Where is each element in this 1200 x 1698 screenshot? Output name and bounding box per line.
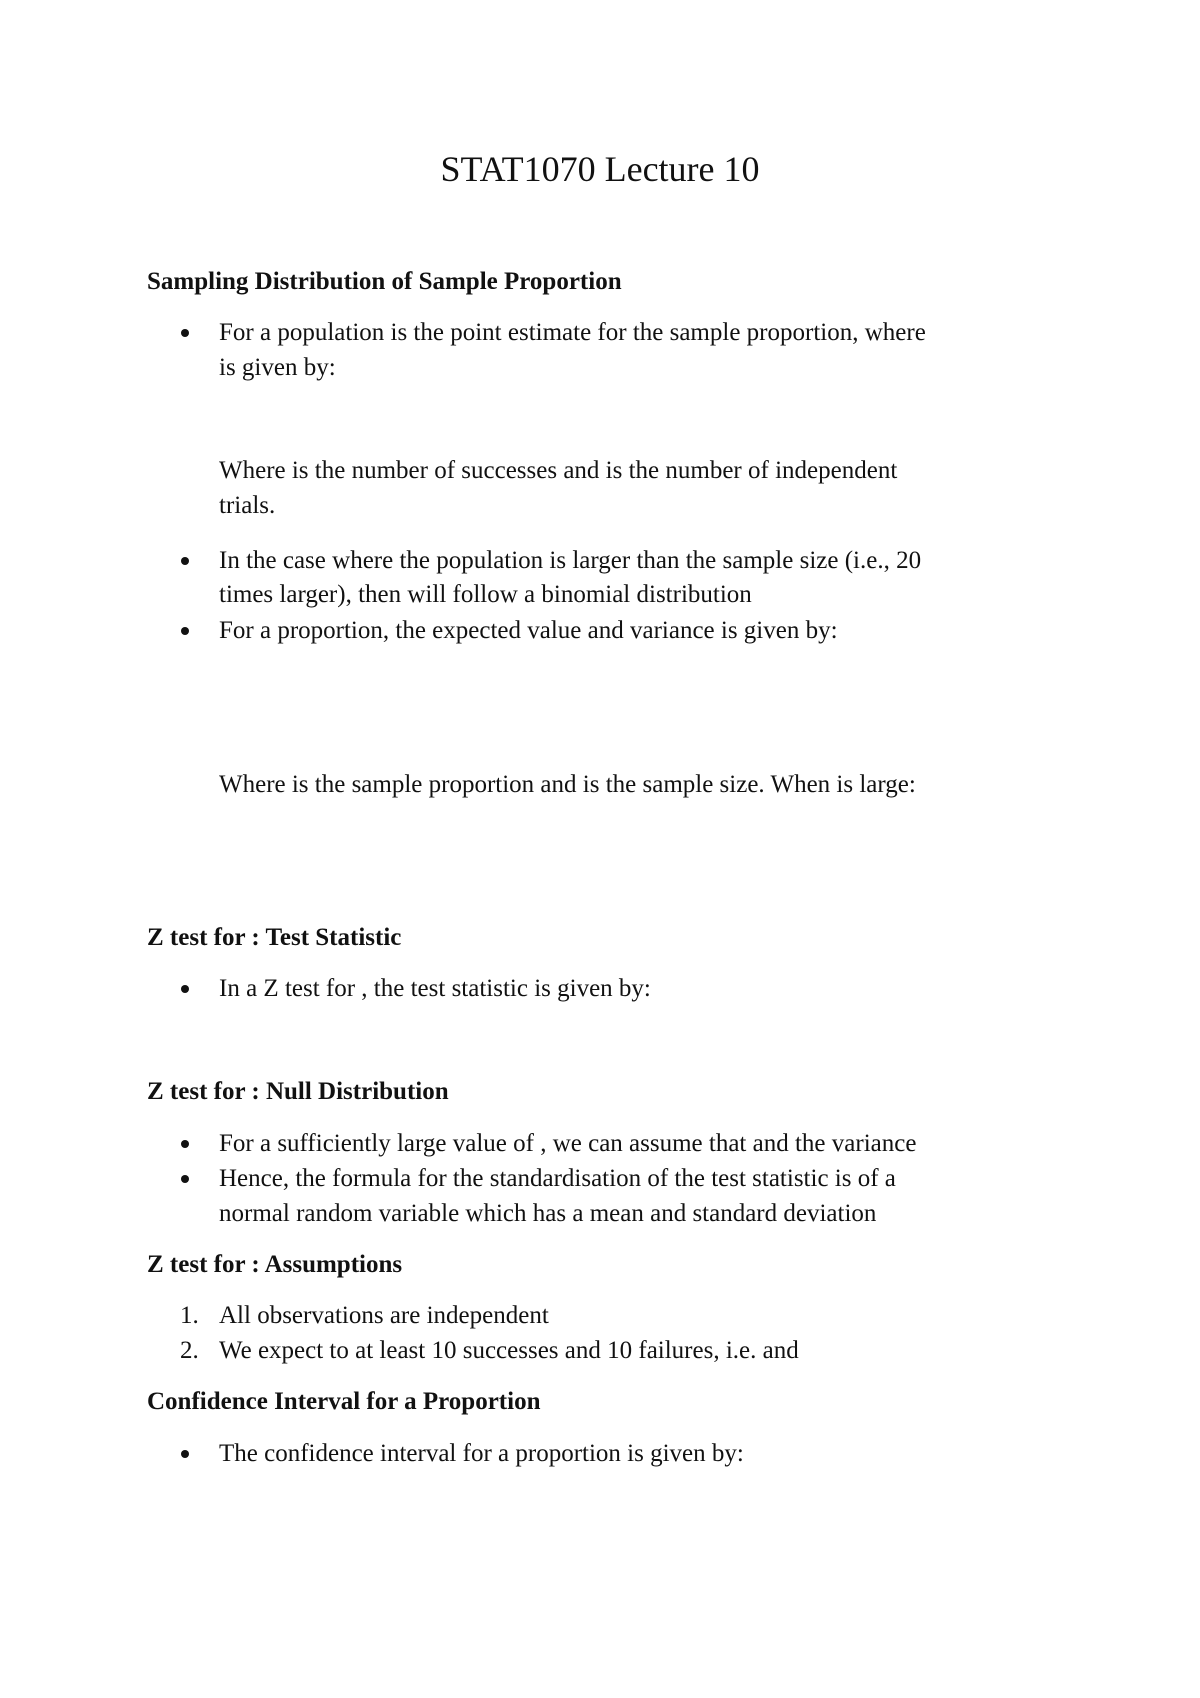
section-heading-z-test-statistic: Z test for : Test Statistic — [147, 924, 402, 951]
bullet-marker — [181, 329, 189, 337]
list-item: We expect to at least 10 successes and 10 failures, i.e. and — [219, 1337, 799, 1364]
bullet-text-continuation: is given by: — [219, 354, 336, 381]
paragraph-text: Where is the sample proportion and is the sample size. When is large: — [219, 771, 916, 798]
bullet-text: In the case where the population is larger than the sample size (i.e., 20 — [219, 547, 922, 574]
paragraph-text: Where is the number of successes and is the number of independent — [219, 457, 898, 484]
bullet-marker — [181, 1175, 189, 1183]
bullet-text: In a Z test for , the test statistic is given by: — [219, 975, 651, 1002]
bullet-text: The confidence interval for a proportion is given by: — [219, 1440, 744, 1467]
bullet-marker — [181, 627, 189, 635]
page-title: STAT1070 Lecture 10 — [440, 149, 760, 189]
bullet-marker — [181, 1140, 189, 1148]
bullet-text-continuation: normal random variable which has a mean and standard deviation — [219, 1200, 877, 1227]
paragraph-text-continuation: trials. — [219, 492, 276, 519]
bullet-marker — [181, 557, 189, 565]
section-heading-sampling-distribution: Sampling Distribution of Sample Proportion — [147, 268, 622, 295]
bullet-text: Hence, the formula for the standardisation of the test statistic is of a — [219, 1165, 896, 1192]
bullet-text: For a sufficiently large value of , we can assume that and the variance — [219, 1130, 917, 1157]
bullet-marker — [181, 1450, 189, 1458]
list-item-number: 2. — [180, 1337, 199, 1364]
bullet-text-continuation: times larger), then will follow a binomial distribution — [219, 581, 752, 608]
bullet-marker — [181, 985, 189, 993]
list-item: All observations are independent — [219, 1302, 549, 1329]
bullet-text: For a proportion, the expected value and variance is given by: — [219, 617, 838, 644]
section-heading-assumptions: Z test for : Assumptions — [147, 1251, 403, 1278]
bullet-text: For a population is the point estimate for the sample proportion, where — [219, 319, 926, 346]
section-heading-confidence-interval: Confidence Interval for a Proportion — [147, 1388, 541, 1415]
list-item-number: 1. — [180, 1302, 199, 1329]
section-heading-null-distribution: Z test for : Null Distribution — [147, 1078, 449, 1105]
